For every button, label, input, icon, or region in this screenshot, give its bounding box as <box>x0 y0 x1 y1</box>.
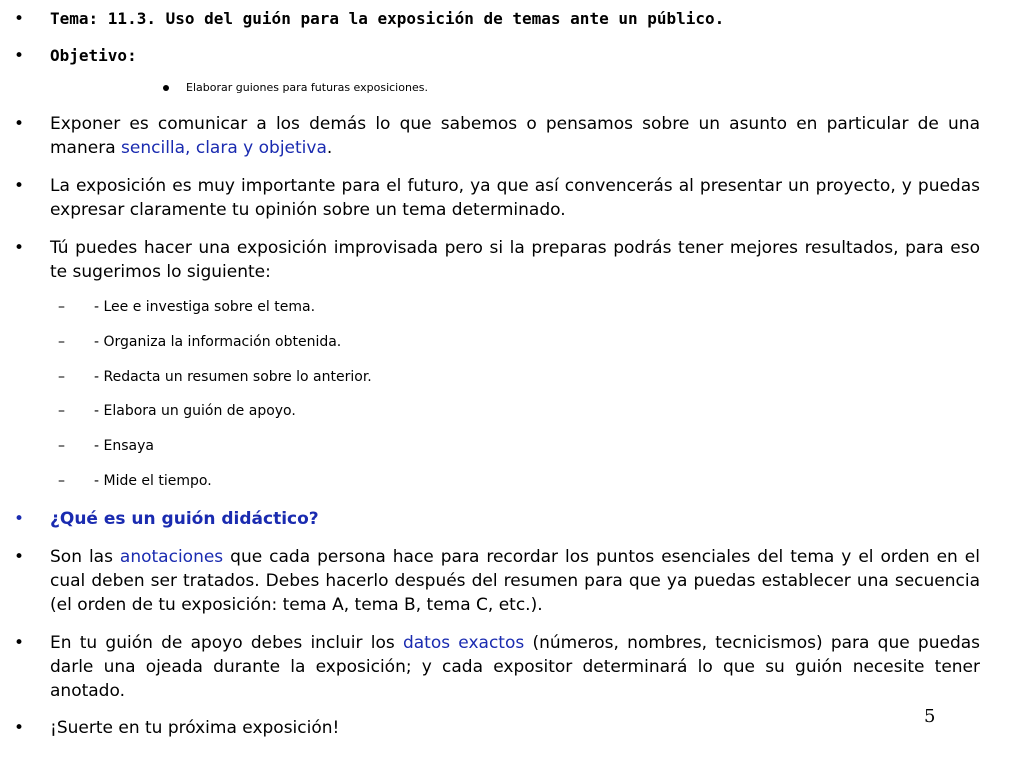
paragraph-improvisada-text: Tú puedes hacer una exposición improvisada pero si la preparas podrás tener mejores resultados, para eso te sugerimos lo siguiente: <box>50 238 980 282</box>
bullet-icon: • <box>14 46 25 66</box>
objective-label: Objetivo: <box>50 46 137 65</box>
page-number: 5 <box>924 706 936 727</box>
dash-icon: – <box>58 369 65 385</box>
step-text: - Mide el tiempo. <box>94 473 212 489</box>
step-text: - Lee e investiga sobre el tema. <box>94 299 316 315</box>
step-text: - Ensaya <box>94 438 154 454</box>
paragraph-exponer-text <box>50 112 980 160</box>
dash-icon: – <box>58 299 65 315</box>
bullet-icon: • <box>14 114 25 134</box>
objective-bullet <box>14 44 980 68</box>
bullet-icon: • <box>14 9 25 29</box>
step-item <box>58 472 212 490</box>
text-segment: (números, nombres, tecnicismos) para que puedas darle una ojeada durante la exposición; y cada expositor determinará lo que su guión necesite tener anotado. <box>50 633 981 701</box>
dash-icon: – <box>58 403 65 419</box>
dash-icon: – <box>58 334 65 350</box>
step-text: - Elabora un guión de apoyo. <box>94 403 296 419</box>
bullet-icon: • <box>14 509 25 529</box>
highlight-text: anotaciones <box>119 547 224 567</box>
dash-icon: – <box>58 438 65 454</box>
text-segment: Exponer es comunicar a los demás lo que sabemos o pensamos sobre un asunto en particular de una manera <box>50 114 980 158</box>
paragraph-datos <box>14 631 980 703</box>
bullet-icon: • <box>14 633 25 653</box>
paragraph-importancia <box>14 174 980 222</box>
paragraph-improvisada <box>14 236 980 284</box>
text-segment: Son las <box>50 547 120 567</box>
topic-title: Tema: 11.3. Uso del guión para la exposición de temas ante un público. <box>50 9 725 28</box>
step-item <box>58 402 296 420</box>
paragraph-importancia-text: La exposición es muy importante para el futuro, ya que así convencerás al presentar un proyecto, y puedas expresar claramente tu opinión sobre un tema determinado. <box>50 176 980 220</box>
text-segment: En tu guión de apoyo debes incluir los <box>50 633 403 653</box>
step-text: - Organiza la información obtenida. <box>94 334 342 350</box>
paragraph-anotaciones <box>14 545 980 617</box>
objective-item <box>163 81 428 95</box>
paragraph-exponer <box>14 112 980 160</box>
highlight-text: sencilla, clara y objetiva <box>121 138 327 158</box>
bullet-icon: • <box>14 718 25 738</box>
dash-icon: – <box>58 473 65 489</box>
bullet-icon: • <box>14 238 25 258</box>
step-item <box>58 368 372 386</box>
paragraph-suerte-text: ¡Suerte en tu próxima exposición! <box>50 718 340 738</box>
paragraph-datos-text <box>50 631 980 703</box>
step-item <box>58 437 154 455</box>
highlight-text: datos exactos <box>402 633 525 653</box>
text-segment: . <box>326 138 333 158</box>
paragraph-anotaciones-text <box>50 545 980 617</box>
question-bullet <box>14 507 980 531</box>
dot-bullet-icon <box>163 85 169 91</box>
bullet-icon: • <box>14 547 25 567</box>
paragraph-suerte <box>14 716 980 740</box>
step-text: - Redacta un resumen sobre lo anterior. <box>94 369 372 385</box>
topic-bullet <box>14 7 980 31</box>
step-item <box>58 333 341 351</box>
bullet-icon: • <box>14 176 25 196</box>
text-segment: que cada persona hace para recordar los puntos esenciales del tema y el orden en el cual deben ser tratados. Debes hacerlo después del resumen para que ya puedas establecer una secuencia (el orden de tu exposición: tema A, tema B, tema C, etc.). <box>50 547 980 615</box>
step-item <box>58 298 315 316</box>
objective-item-text: Elaborar guiones para futuras exposiciones. <box>186 81 428 94</box>
question-heading: ¿Qué es un guión didáctico? <box>50 509 319 529</box>
